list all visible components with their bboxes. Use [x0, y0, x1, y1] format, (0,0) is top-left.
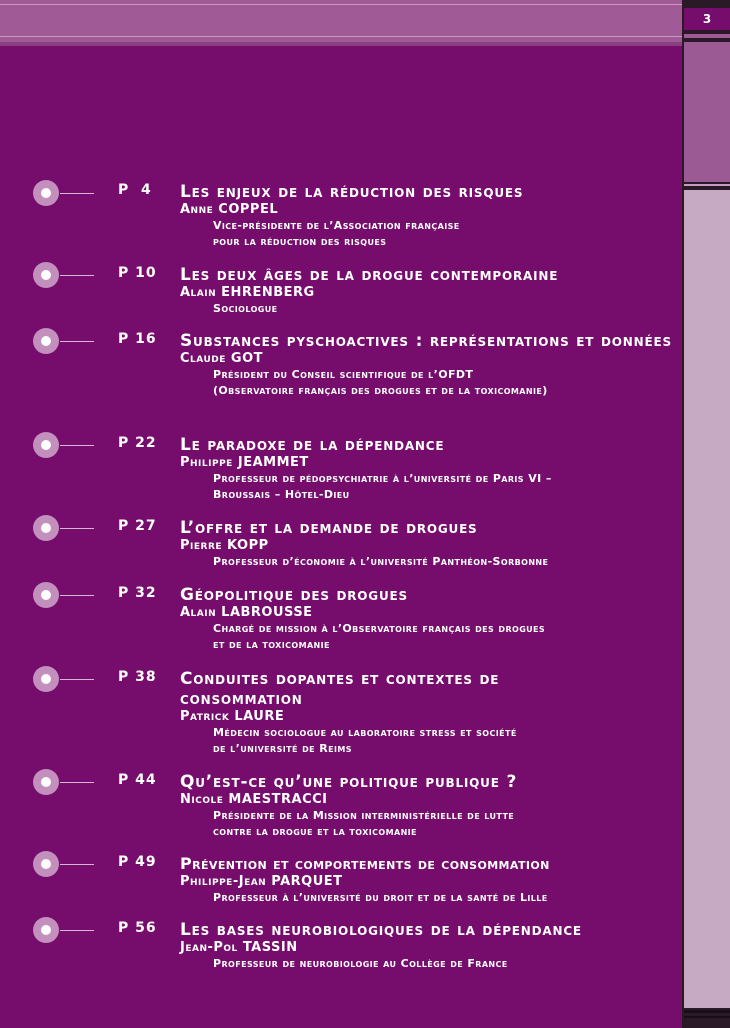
side-footer-rule: [684, 1010, 730, 1013]
toc-author: Philippe JEAMMET: [180, 455, 309, 470]
bullet-rule: [60, 595, 94, 596]
toc-title: Les deux âges de la drogue contemporaine: [180, 265, 559, 285]
toc-text: [180, 331, 680, 399]
toc-title: Qu’est-ce qu’une politique publique ?: [180, 772, 518, 792]
toc-role: Vice-présidente de l’Association française pour la réduction des risques: [213, 219, 460, 248]
toc-title: Les bases neurobiologiques de la dépendance: [180, 920, 582, 940]
toc-text: [180, 182, 680, 250]
toc-page: P 56: [118, 920, 157, 936]
toc-title: Substances pyschoactives : représentations et données: [180, 331, 672, 351]
toc-page: P 16: [118, 331, 157, 347]
toc-author: Patrick LAURE: [180, 709, 285, 724]
bullet-rule: [60, 275, 94, 276]
bullet-icon: [33, 180, 59, 206]
bullet-rule: [60, 782, 94, 783]
bullet-rule: [60, 930, 94, 931]
bullet-icon: [33, 769, 59, 795]
toc-text: [180, 920, 680, 972]
bullet-rule: [60, 341, 94, 342]
toc-page: P 4: [118, 182, 152, 198]
toc-role: Professeur de pédopsychiatrie à l’université de Paris VI – Broussais – Hôtel-Dieu: [213, 472, 552, 501]
toc-role: Chargé de mission à l’Observatoire français des drogues et de la toxicomanie: [213, 622, 546, 651]
toc-role: Présidente de la Mission interministérielle de lutte contre la drogue et la toxicomanie: [213, 809, 515, 838]
toc-text: [180, 265, 680, 317]
toc-text: [180, 669, 680, 757]
toc-page: P 27: [118, 518, 157, 534]
toc-author: Nicole MAESTRACCI: [180, 792, 328, 807]
toc-role: Professeur de neurobiologie au Collège de France: [213, 957, 508, 970]
side-tab-upper: [684, 42, 730, 182]
bullet-rule: [60, 679, 94, 680]
toc-page: P 38: [118, 669, 157, 685]
bullet-icon: [33, 582, 59, 608]
toc-title: Prévention et comportements de consommation: [180, 854, 550, 873]
side-tab-lower: [684, 190, 730, 1008]
toc-page: P 22: [118, 435, 157, 451]
toc-role: Médecin sociologue au laboratoire stress et société de l’université de Reims: [213, 726, 517, 755]
toc-role: Sociologue: [213, 302, 278, 315]
header-shadow: [0, 42, 682, 46]
bullet-icon: [33, 917, 59, 943]
toc-title: Le paradoxe de la dépendance: [180, 435, 445, 455]
toc-role: Professeur d’économie à l’université Panthéon-Sorbonne: [213, 555, 549, 568]
toc-role: Professeur à l’université du droit et de la santé de Lille: [213, 891, 548, 904]
toc-text: [180, 435, 680, 503]
page-number: 3: [684, 8, 730, 30]
toc-page: P 10: [118, 265, 157, 281]
bullet-icon: [33, 515, 59, 541]
toc-author: Claude GOT: [180, 351, 264, 366]
side-footer-rule-2: [684, 1016, 730, 1018]
bullet-rule: [60, 864, 94, 865]
toc-page: P 44: [118, 772, 157, 788]
toc-title: L’offre et la demande de drogues: [180, 518, 478, 538]
toc-page: P 32: [118, 585, 157, 601]
toc-role: Président du Conseil scientifique de l’OFDT (Observatoire français des drogues et de la toxicomanie): [213, 368, 548, 397]
toc-title: Les enjeux de la réduction des risques: [180, 182, 524, 202]
side-divider: [684, 184, 730, 186]
toc-title: Conduites dopantes et contextes de consommation: [180, 669, 500, 709]
toc-author: Pierre KOPP: [180, 538, 269, 553]
toc-text: [180, 854, 680, 906]
toc-author: Philippe-Jean PARQUET: [180, 874, 343, 889]
toc-page: P 49: [118, 854, 157, 870]
bullet-rule: [60, 528, 94, 529]
bullet-icon: [33, 851, 59, 877]
bullet-rule: [60, 193, 94, 194]
header-rule-top: [0, 4, 682, 5]
bullet-icon: [33, 666, 59, 692]
header-band: [0, 0, 682, 42]
bullet-rule: [60, 445, 94, 446]
toc-text: [180, 585, 680, 653]
header-rule-bottom: [0, 36, 682, 37]
toc-author: Jean-Pol TASSIN: [180, 940, 298, 955]
toc-title: Géopolitique des drogues: [180, 585, 408, 605]
toc-text: [180, 772, 680, 840]
toc-text: [180, 518, 680, 570]
toc-author: Anne COPPEL: [180, 202, 279, 217]
side-strip: [684, 34, 730, 38]
bullet-icon: [33, 262, 59, 288]
toc-author: Alain EHRENBERG: [180, 285, 315, 300]
bullet-icon: [33, 432, 59, 458]
toc-author: Alain LABROUSSE: [180, 605, 313, 620]
bullet-icon: [33, 328, 59, 354]
